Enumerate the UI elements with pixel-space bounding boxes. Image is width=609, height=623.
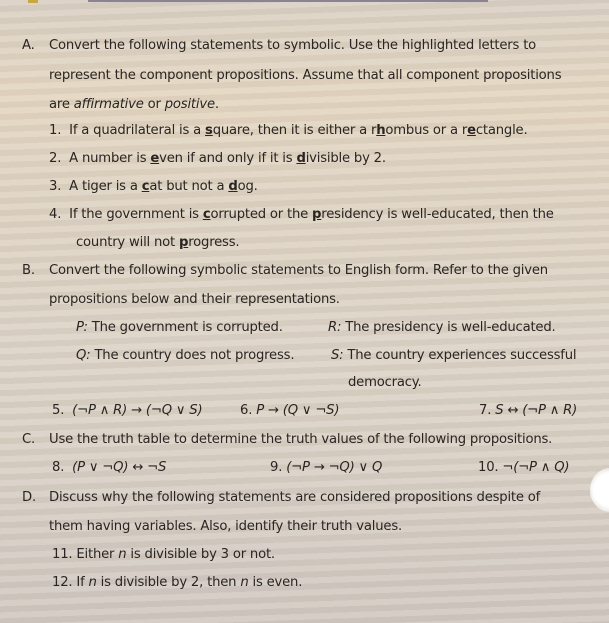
item-4 — [49, 207, 554, 222]
proposition-text: The country experiences successful — [347, 348, 577, 363]
item-number: 7. — [479, 403, 492, 418]
text: If — [76, 575, 89, 590]
text: ctangle. — [475, 123, 528, 138]
section-b-instruction-line1: Convert the following symbolic statements to English form. Refer to the given — [49, 263, 548, 278]
item-12 — [52, 575, 302, 590]
variable-label: P: — [76, 320, 88, 335]
symbolic-expression: S ↔ (¬P ∧ R) — [495, 403, 578, 418]
text: If the government is — [69, 207, 203, 222]
text: at but not a — [149, 179, 229, 194]
item-number: 8. — [52, 460, 65, 475]
text: or — [143, 97, 165, 112]
item-number: 12. — [52, 575, 73, 590]
symbolic-expression: (P ∨ ¬Q) ↔ ¬S — [72, 460, 167, 475]
section-d-instruction-line1: Discuss why the following statements are considered propositions despite of — [49, 490, 541, 505]
section-b-instruction-line2: propositions below and their representations. — [49, 292, 340, 307]
text: country will not — [76, 235, 179, 250]
highlighted-letter: p — [178, 235, 189, 250]
section-c-instruction: Use the truth table to determine the truth values of the following propositions. — [49, 432, 553, 447]
highlighted-letter: p — [312, 207, 322, 222]
item-3 — [49, 179, 258, 194]
item-number: 6. — [240, 403, 253, 418]
highlighted-letter: s — [205, 123, 213, 138]
text: ombus or a r — [385, 123, 468, 138]
item-number: 10. — [478, 460, 499, 475]
proposition-r — [328, 320, 556, 335]
highlighted-letter: h — [376, 123, 386, 138]
screen-glare — [590, 468, 609, 512]
highlighted-letter: c — [141, 179, 150, 194]
item-number: 3. — [49, 179, 62, 194]
variable-n: n — [88, 575, 97, 590]
section-a-instruction-line1: Convert the following statements to symbolic. Use the highlighted letters to — [49, 38, 537, 53]
section-d-label: D. — [22, 490, 36, 505]
symbolic-expression: ¬(¬P ∧ Q) — [502, 460, 570, 475]
section-a-label: A. — [22, 38, 35, 53]
item-number: 2. — [49, 151, 62, 166]
item-11 — [52, 547, 275, 562]
proposition-s — [331, 348, 576, 363]
variable-label: R: — [328, 320, 342, 335]
symbolic-expression: P → (Q ∨ ¬S) — [256, 403, 340, 418]
proposition-text: The presidency is well-educated. — [345, 320, 556, 335]
symbolic-expression: (¬P → ¬Q) ∨ Q — [286, 460, 383, 475]
item-4-continuation — [76, 235, 239, 250]
text: residency is well-educated, then the — [321, 207, 554, 222]
highlighted-letter: d — [296, 151, 306, 166]
text: og. — [237, 179, 258, 194]
text: quare, then it is either a r — [212, 123, 377, 138]
item-number: 5. — [52, 403, 65, 418]
text: ivisible by 2. — [305, 151, 386, 166]
variable-label: S: — [331, 348, 344, 363]
highlighted-letter: e — [150, 151, 160, 166]
item-9 — [270, 460, 382, 475]
text: Either — [76, 547, 119, 562]
item-number: 9. — [270, 460, 283, 475]
item-number: 1. — [49, 123, 62, 138]
section-c-label: C. — [22, 432, 35, 447]
text: are — [49, 97, 74, 112]
item-5 — [52, 403, 202, 418]
text: is divisible by 2, then — [96, 575, 241, 590]
proposition-q — [76, 348, 294, 363]
item-number: 11. — [52, 547, 73, 562]
italic-term-positive: positive — [164, 97, 215, 112]
top-edge-bar — [88, 0, 488, 2]
item-8 — [52, 460, 166, 475]
text: orrupted or the — [210, 207, 313, 222]
item-2 — [49, 151, 386, 166]
highlighted-letter: d — [228, 179, 238, 194]
screen-top-edge — [0, 0, 609, 4]
highlighted-letter: e — [467, 123, 476, 138]
text: A number is — [69, 151, 151, 166]
proposition-text: The government is corrupted. — [91, 320, 283, 335]
item-6 — [240, 403, 339, 418]
text: rogress. — [188, 235, 240, 250]
variable-label: Q: — [76, 348, 91, 363]
section-b-label: B. — [22, 263, 35, 278]
text: ven if and only if it is — [159, 151, 297, 166]
highlighted-letter: c — [202, 207, 211, 222]
item-1 — [49, 123, 527, 138]
symbolic-expression: (¬P ∧ R) → (¬Q ∨ S) — [72, 403, 203, 418]
variable-n: n — [240, 575, 249, 590]
top-edge-marker — [28, 0, 38, 3]
italic-term-affirmative: affirmative — [73, 97, 144, 112]
proposition-text: The country does not progress. — [94, 348, 295, 363]
text: If a quadrilateral is a — [69, 123, 206, 138]
item-10 — [478, 460, 569, 475]
proposition-s-continuation: democracy. — [348, 375, 422, 390]
text: is even. — [248, 575, 303, 590]
section-a-instruction-line3 — [49, 97, 219, 112]
item-number: 4. — [49, 207, 62, 222]
section-a-instruction-line2: represent the component propositions. Assume that all component propositions — [49, 68, 562, 83]
text: A tiger is a — [69, 179, 142, 194]
section-d-instruction-line2: them having variables. Also, identify their truth values. — [49, 519, 402, 534]
item-7 — [479, 403, 577, 418]
variable-n: n — [118, 547, 127, 562]
text: is divisible by 3 or not. — [126, 547, 275, 562]
text: . — [214, 97, 219, 112]
proposition-p — [76, 320, 283, 335]
